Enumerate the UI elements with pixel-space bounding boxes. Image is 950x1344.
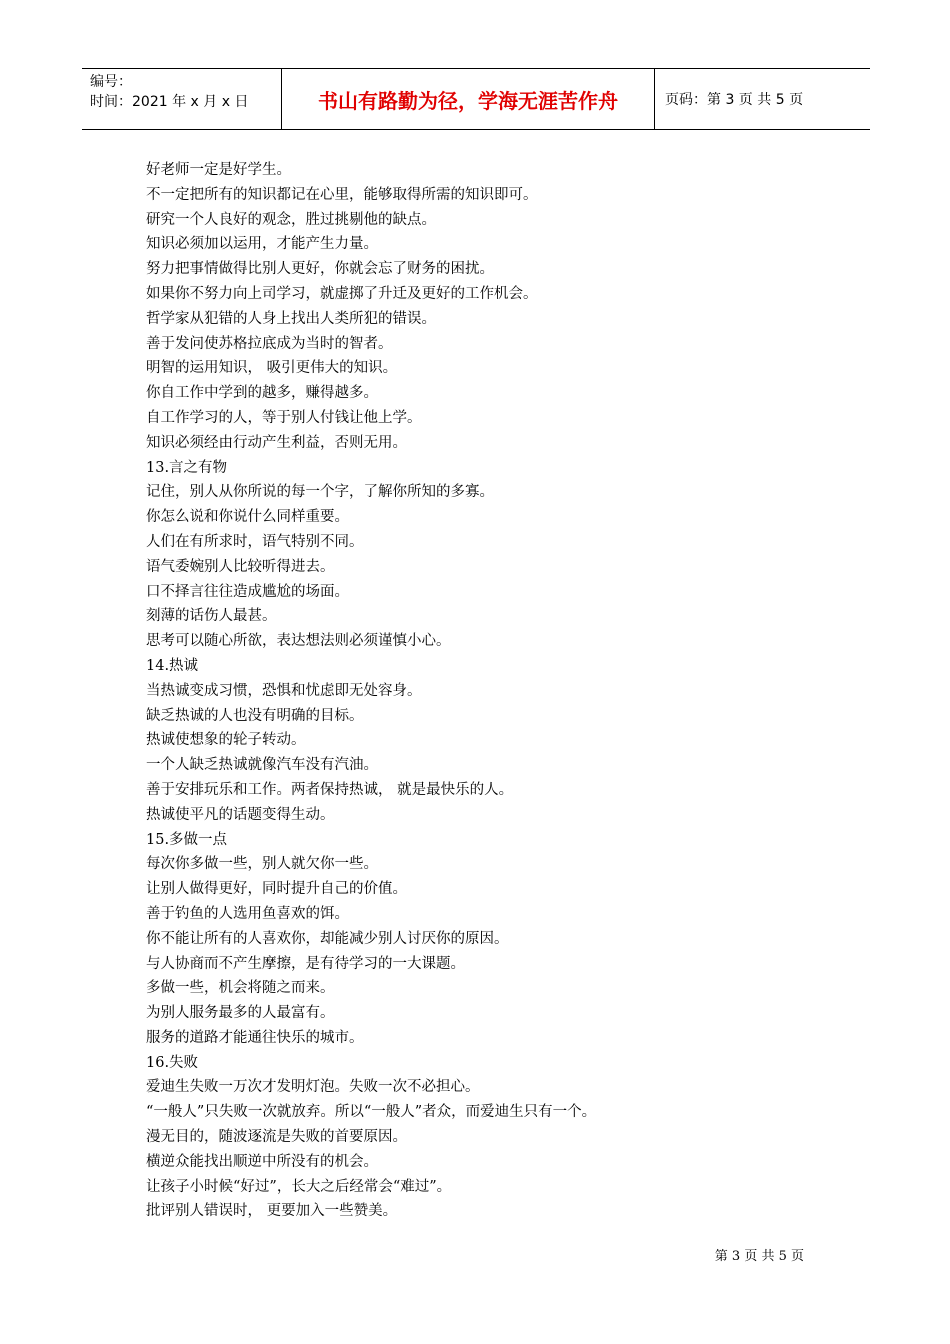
text-line: 横逆众能找出顺逆中所没有的机会。 (146, 1153, 378, 1170)
section-heading: 15.多做一点 (146, 831, 228, 848)
text-line: 记住，别人从你所说的每一个字，了解你所知的多寡。 (146, 484, 494, 501)
header-page-number: 页码：第 3 页 共 5 页 (665, 92, 804, 108)
text-line: 爱迪生失败一万次才发明灯泡。失败一次不必担心。 (146, 1079, 480, 1096)
document-time-label: 时间：2021 年 x 月 x 日 (90, 94, 249, 110)
text-line: 知识必须加以运用，才能产生力量。 (146, 236, 378, 253)
text-line: 你怎么说和你说什么同样重要。 (146, 509, 349, 526)
text-line: 你自工作中学到的越多，赚得越多。 (146, 385, 378, 402)
text-line: 明智的运用知识， 吸引更伟大的知识。 (146, 360, 398, 377)
text-line: 善于钓鱼的人选用鱼喜欢的饵。 (146, 905, 349, 922)
text-line: 一个人缺乏热诚就像汽车没有汽油。 (146, 757, 378, 774)
text-line: 好老师一定是好学生。 (146, 162, 291, 178)
text-line: 知识必须经由行动产生利益，否则无用。 (146, 434, 407, 451)
text-line: 语气委婉别人比较听得进去。 (146, 558, 335, 575)
text-line: 为别人服务最多的人最富有。 (146, 1005, 335, 1022)
text-line: 批评别人错误时， 更要加入一些赞美。 (146, 1203, 398, 1220)
text-line: 缺乏热诚的人也没有明确的目标。 (146, 707, 364, 724)
text-line: 研究一个人良好的观念，胜过挑剔他的缺点。 (146, 211, 436, 228)
text-line: 当热诚变成习惯，恐惧和忧虑即无处容身。 (146, 682, 422, 699)
page-header (82, 68, 870, 130)
text-line: 如果你不努力向上司学习，就虚掷了升迁及更好的工作机会。 (146, 285, 538, 302)
section-heading: 16.失败 (146, 1054, 199, 1071)
text-line: 你不能让所有的人喜欢你，却能减少别人讨厌你的原因。 (146, 930, 509, 947)
section-heading: 14.热诚 (146, 657, 199, 674)
text-line: 人们在有所求时，语气特别不同。 (146, 533, 364, 550)
text-line: 哲学家从犯错的人身上找出人类所犯的错误。 (146, 310, 436, 327)
text-line: 口不择言往往造成尴尬的场面。 (146, 583, 349, 600)
text-line: 不一定把所有的知识都记在心里，能够取得所需的知识即可。 (146, 186, 538, 203)
text-line: 自工作学习的人，等于别人付钱让他上学。 (146, 409, 422, 426)
text-line: 热诚使想象的轮子转动。 (146, 732, 306, 749)
text-line: 与人协商而不产生摩擦，是有待学习的一大课题。 (146, 955, 465, 972)
text-line: 让孩子小时候“好过”，长大之后经常会“难过”。 (146, 1178, 452, 1195)
text-line: 每次你多做一些，别人就欠你一些。 (146, 856, 378, 873)
text-line: 让别人做得更好，同时提升自己的价值。 (146, 881, 407, 898)
document-body (146, 158, 846, 1224)
text-line: 多做一些，机会将随之而来。 (146, 980, 335, 997)
text-line: 服务的道路才能通往快乐的城市。 (146, 1029, 364, 1046)
page-footer: 第 3 页 共 5 页 (714, 1249, 804, 1264)
header-motto: 书山有路勤为径，学海无涯苦作舟 (282, 69, 655, 129)
text-line: 热诚使平凡的话题变得生动。 (146, 806, 335, 823)
text-line: 漫无目的，随波逐流是失败的首要原因。 (146, 1129, 407, 1146)
section-heading: 13.言之有物 (146, 459, 228, 476)
text-line: 努力把事情做得比别人更好，你就会忘了财务的困扰。 (146, 261, 494, 278)
text-line: 善于发问使苏格拉底成为当时的智者。 (146, 335, 393, 352)
text-line: 善于安排玩乐和工作。两者保持热诚， 就是最快乐的人。 (146, 781, 514, 798)
text-line: 思考可以随心所欲，表达想法则必须谨慎小心。 (146, 633, 451, 650)
document-number-label: 编号： (90, 74, 132, 90)
header-meta (82, 69, 282, 129)
text-line: “一般人”只失败一次就放弃。所以“一般人”者众，而爱迪生只有一个。 (146, 1104, 597, 1121)
text-line: 刻薄的话伤人最甚。 (146, 608, 277, 625)
